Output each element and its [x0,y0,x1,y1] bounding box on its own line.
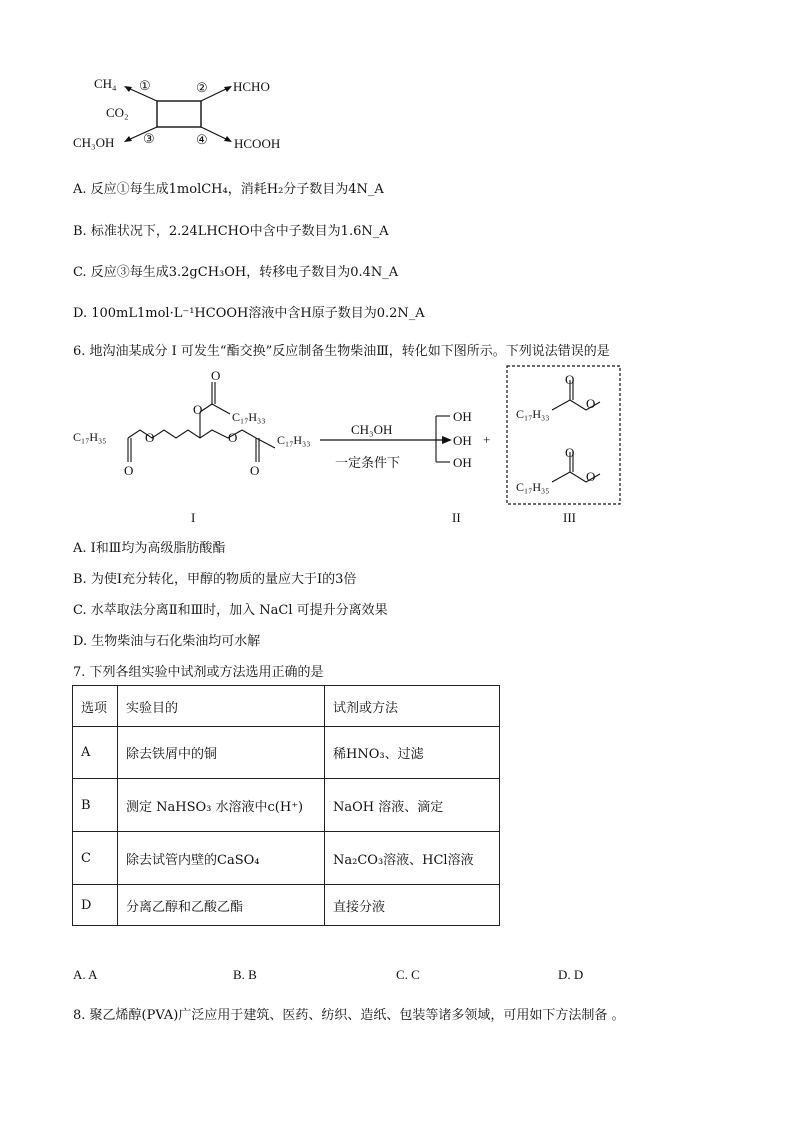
q5-option-a: A. 反应①每生成1molCH₄，消耗H₂分子数目为4N_A [73,182,384,197]
step-3-label: ③ [143,131,155,146]
co2-box [157,101,201,127]
table-cell: C [73,832,118,885]
ch3oh-label: CH₃OH [73,135,115,150]
table-cell: 测定 NaHSO₃ 水溶液中c(H⁺) [118,779,325,832]
ester-o-left: O [145,430,155,445]
q6-option-d: D. 生物柴油与石化柴油均可水解 [73,634,261,649]
header-cell: 实验目的 [118,686,325,727]
ester1-r-group: C₁₇H₃₃ [516,407,550,421]
reagent-ch3oh: CH₃OH [351,422,393,437]
q5-option-c: C. 反应③每生成3.2gCH₃OH，转移电子数目为0.4N_A [73,265,399,280]
table-cell: D [73,885,118,926]
ester-o-top: O [193,402,203,417]
co2-label: CO₂ [106,105,129,120]
q7-choice-b: B. B [233,967,257,982]
hcooh-label: HCOOH [234,136,281,151]
q6-option-a: A. Ⅰ和Ⅲ均为高级脂肪酸酯 [73,541,226,556]
ester1-carbonyl-o: O [565,372,575,387]
q7-choice-a: A. A [73,967,98,982]
q7-choice-d: D. D [558,967,584,982]
carbonyl-o-left: O [124,463,134,478]
plus-sign: + [483,432,491,447]
reaction-condition: 一定条件下 [335,455,401,470]
q5-option-d: D. 100mL1mol·L⁻¹HCOOH溶液中含H原子数目为0.2N_A [73,306,425,321]
glycerol-oh-3: OH [453,455,472,470]
table-cell: 除去试管内壁的CaSO₄ [118,832,325,885]
compound-iii-label: III [563,510,576,525]
table-cell: NaOH 溶液、滴定 [325,779,500,832]
q8-stem: 8. 聚乙烯醇(PVA)广泛应用于建筑、医药、纺织、造纸、包装等诸多领域，可用如下方法制备 。 [73,1008,625,1023]
ester2-carbonyl-o: O [565,445,575,460]
top-carbonyl-o: O [211,368,221,383]
table-cell: A [73,727,118,779]
carbonyl-o-right: O [250,463,260,478]
compound-ii-label: II [452,510,461,525]
header-cell: 选项 [73,686,118,727]
q5-option-b: B. 标准状况下，2.24LHCHO中含中子数目为1.6N_A [73,224,389,239]
ester2-o: O [586,469,596,484]
step-1-label: ① [139,78,151,93]
q7-choice-c: C. C [396,967,420,982]
step-2-label: ② [196,80,208,95]
table-row [73,885,500,926]
ester1-o: O [586,396,596,411]
table-cell: 除去铁屑中的铜 [118,727,325,779]
table-cell: 分离乙醇和乙酸乙酯 [118,885,325,926]
ester-o-right: O [228,430,238,445]
r-group-c17h35: C₁₇H₃₅ [73,430,107,444]
ch4-label: CH₄ [94,76,117,91]
ester2-r-group: C₁₇H₃₅ [516,480,550,494]
r-group-c17h33-top: C₁₇H₃₃ [232,410,266,424]
step-4-label: ④ [196,132,208,147]
q7-stem: 7. 下列各组实验中试剂或方法选用正确的是 [73,665,324,680]
q6-option-b: B. 为使Ⅰ充分转化，甲醇的物质的量应大于Ⅰ的3倍 [73,572,357,587]
glycerol-oh-2: OH [453,433,472,448]
table-row [73,727,500,779]
glycerol-oh-1: OH [453,409,472,424]
table-row [73,779,500,832]
q7-table [72,685,500,926]
table-header-row [73,686,500,727]
hcho-label: HCHO [233,79,270,94]
header-cell: 试剂或方法 [325,686,500,727]
table-cell: 稀HNO₃、过滤 [325,727,500,779]
table-row [73,832,500,885]
q6-stem: 6. 地沟油某成分 I 可发生“酯交换”反应制备生物柴油Ⅲ，转化如下图所示。下列说法错误的是 [73,344,610,359]
table-cell: B [73,779,118,832]
r-group-c17h33-right: C₁₇H₃₃ [277,433,311,447]
table-cell: 直接分液 [325,885,500,926]
compound-i-label: I [191,510,196,525]
table-cell: Na₂CO₃溶液、HCl溶液 [325,832,500,885]
q6-option-c: C. 水萃取法分离Ⅱ和Ⅲ时，加入 NaCl 可提升分离效果 [73,603,388,618]
